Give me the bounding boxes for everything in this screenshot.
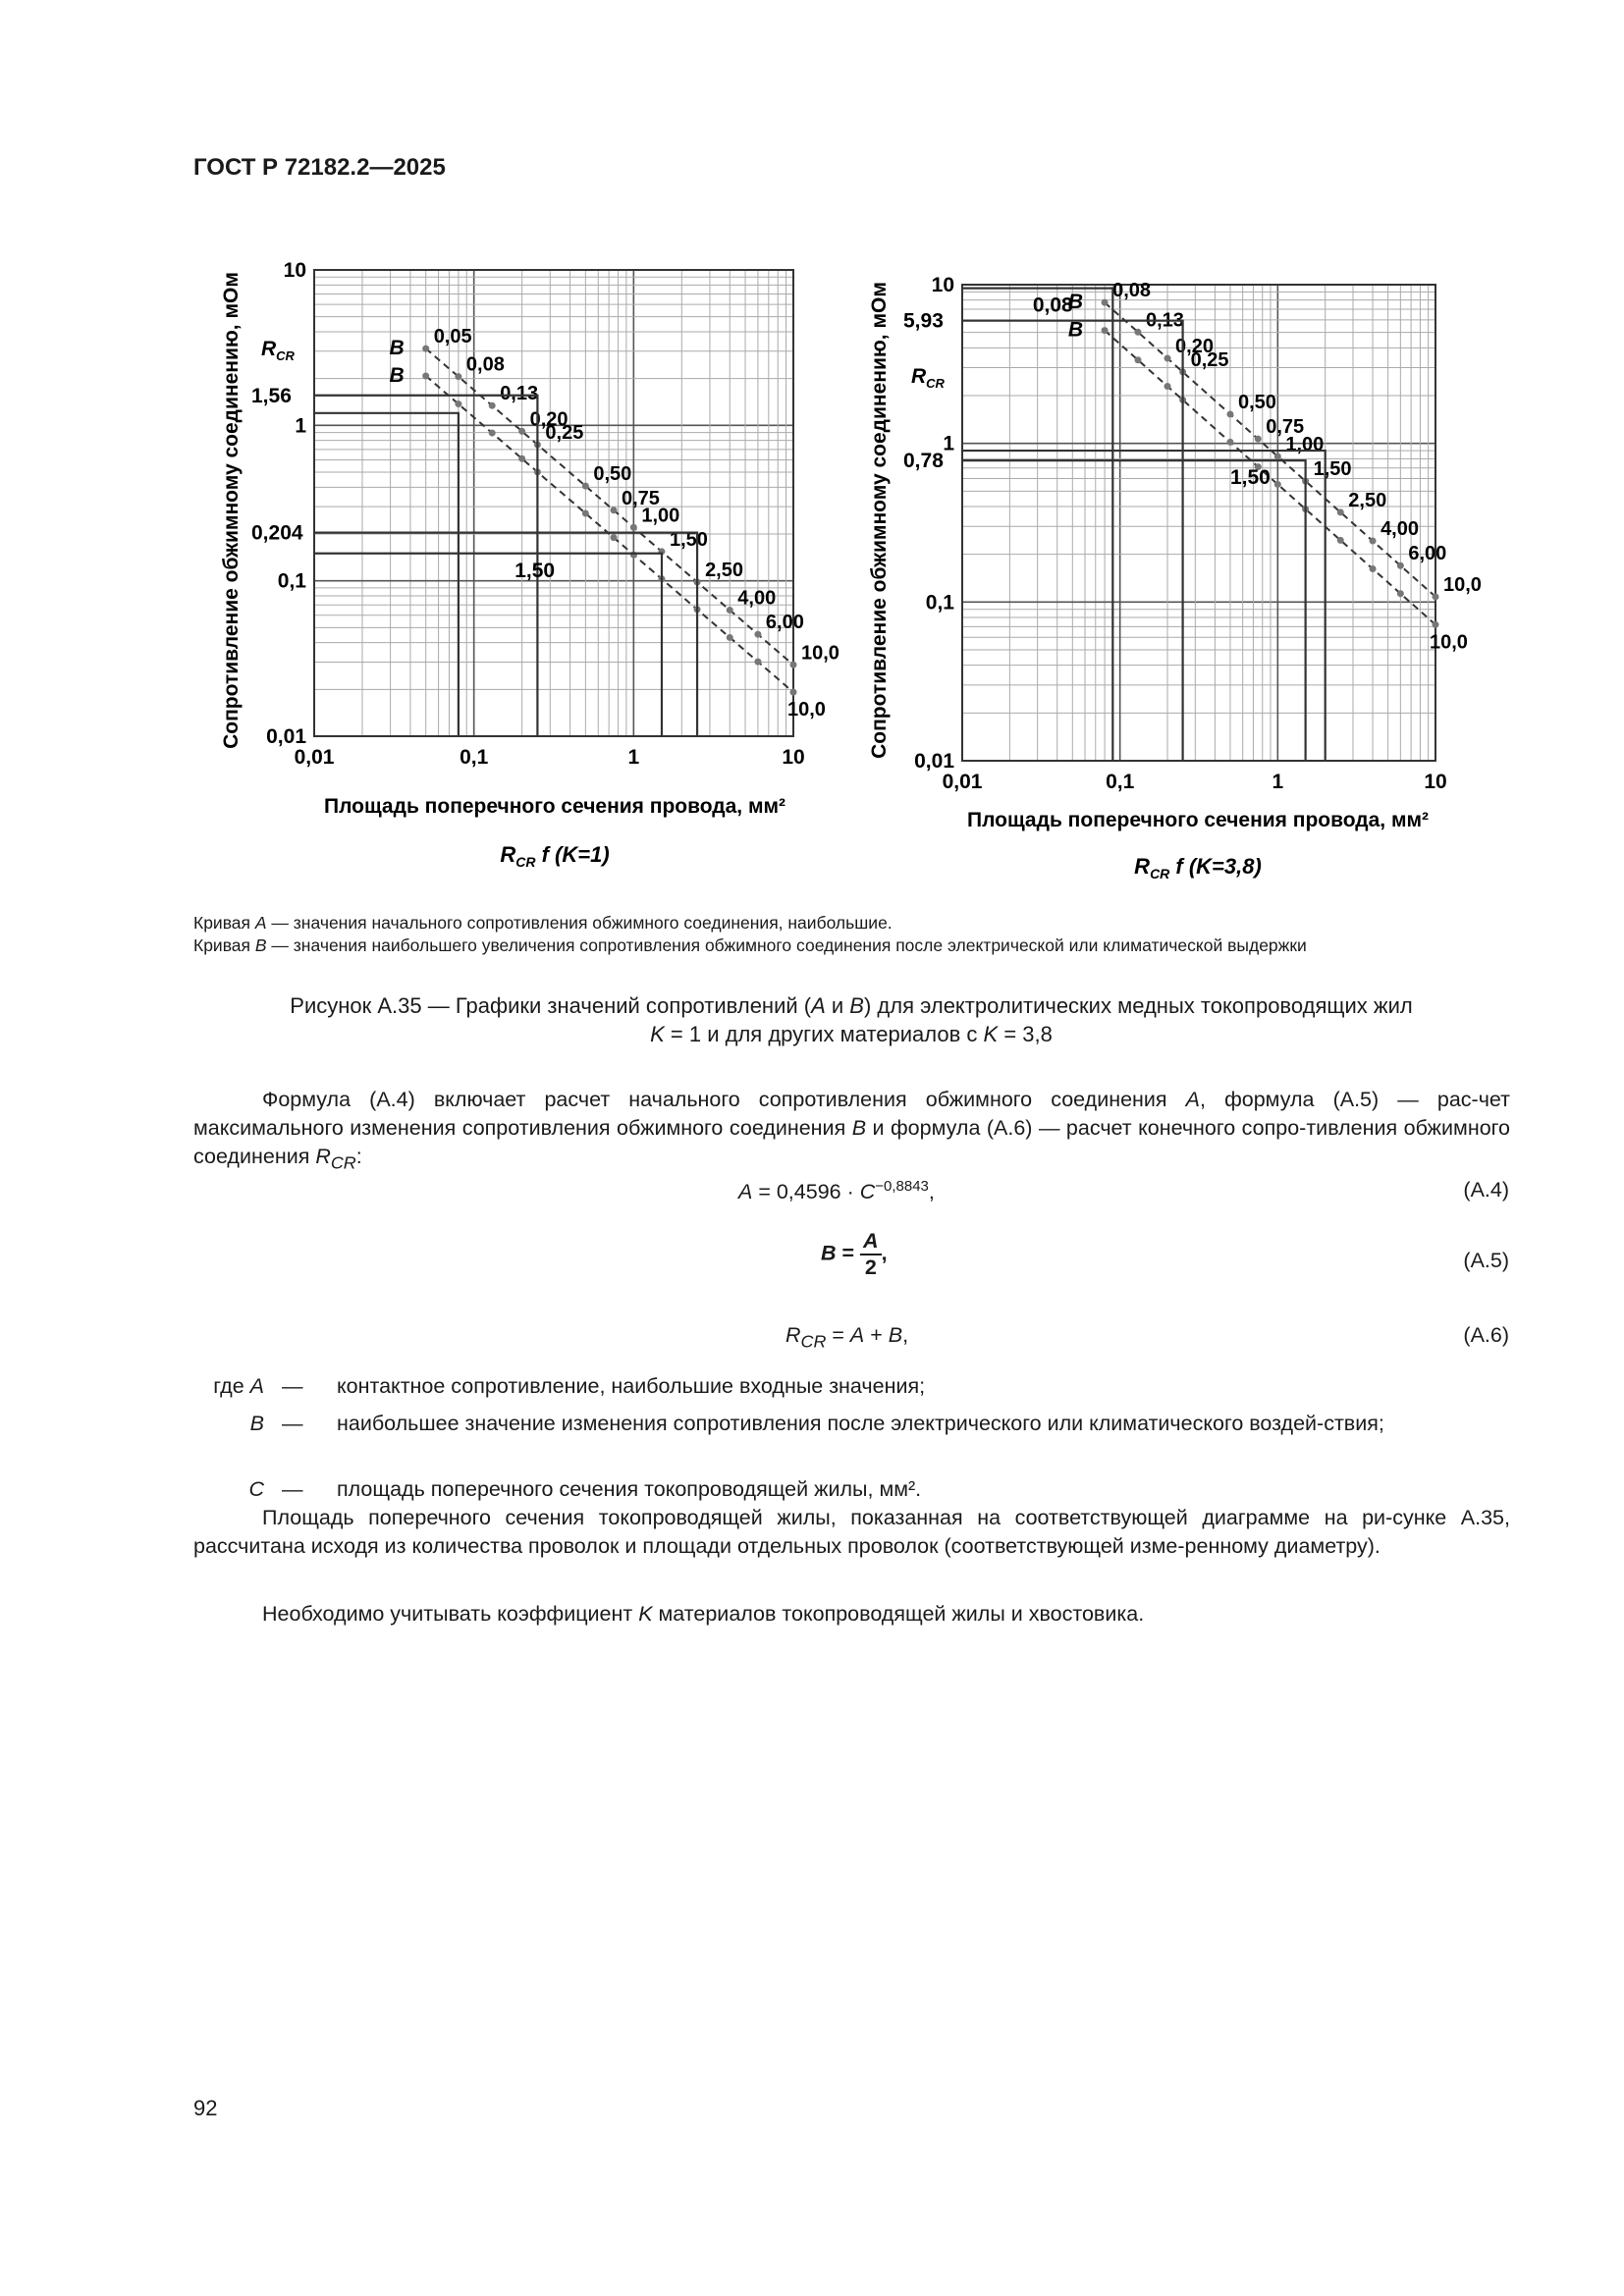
data-point-a <box>422 372 429 379</box>
data-point-b <box>1433 593 1439 600</box>
data-point-a <box>1433 621 1439 628</box>
data-point-b <box>727 607 733 614</box>
data-point-a <box>754 659 761 666</box>
y-tick-label: 0,1 <box>925 591 954 614</box>
data-point-a <box>1164 383 1171 390</box>
data-point-b <box>1226 410 1233 417</box>
point-label: 0,25 <box>1190 348 1229 371</box>
data-point-b <box>1255 436 1262 443</box>
y-tick-label: 0,1 <box>277 569 306 593</box>
data-point-b <box>1397 562 1404 569</box>
paragraph-area: Площадь поперечного сечения токопроводящей жилы, показанная на соответствующей диаграмме на ри-сунке А.35, рассчитана исходя из количества проволок и площади отдельных проволок (соответствующей изме-ренному диаметру). <box>193 1506 1510 1558</box>
legend-curve-b: Кривая B — значения наибольшего увеличения сопротивления обжимного соединения после электрической или климатической выдержки <box>193 935 1307 955</box>
point-label: 1,00 <box>641 505 680 527</box>
point-label: 0,13 <box>1145 309 1184 332</box>
definition-a: где A — контактное сопротивление, наибольшие входные значения; <box>213 1374 926 1398</box>
chart-k1 <box>216 255 839 883</box>
equation-a5-number: (А.5) <box>1463 1249 1509 1272</box>
data-point-a <box>518 455 525 462</box>
y-axis-title: Сопротивление обжимному соединению, мОм <box>868 282 891 759</box>
y-tick-label: 0,01 <box>266 725 306 748</box>
data-point-b <box>455 373 461 380</box>
chart-caption-sub: CR <box>1150 866 1170 881</box>
x-axis-title: Площадь поперечного сечения провода, мм² <box>323 795 786 818</box>
data-point-a <box>1134 356 1141 363</box>
y-axis-title: Сопротивление обжимному соединению, мОм <box>220 272 243 749</box>
data-point-a <box>1370 565 1377 572</box>
chart-caption: $R_{CR}$ f (K=3,8) <box>1134 854 1262 881</box>
inner-label: 0,08 <box>1032 294 1073 317</box>
y-tick-label: 1 <box>943 432 954 455</box>
data-point-a <box>1397 590 1404 597</box>
point-label: 0,05 <box>433 326 472 348</box>
chart-k38 <box>864 226 1492 883</box>
inner-label: 1,50 <box>514 559 556 582</box>
data-point-b <box>1370 538 1377 545</box>
data-point-a <box>582 509 589 516</box>
data-point-a <box>1337 537 1344 544</box>
point-label: 4,00 <box>737 587 777 610</box>
data-point-b <box>1337 508 1344 515</box>
reference-line <box>962 460 1306 761</box>
ref-label: 5,93 <box>903 309 944 333</box>
definition-c: C — площадь поперечного сечения токопроводящей жилы, мм². <box>248 1477 922 1501</box>
y-tick-label: 0,01 <box>914 750 954 773</box>
legend-curve-a: Кривая A — значения начального сопротивления обжимного соединения, наибольшие. <box>193 913 893 933</box>
y-symbol: $R_{CR}$ <box>911 365 945 391</box>
equation-a6-number: (А.6) <box>1463 1323 1509 1347</box>
point-label: 0,75 <box>622 487 660 509</box>
point-label: 0,50 <box>593 463 632 486</box>
y-tick-label: 1 <box>295 414 306 438</box>
point-label: 0,08 <box>465 353 505 376</box>
equation-a4-number: (А.4) <box>1463 1178 1509 1201</box>
data-point-a <box>1274 481 1281 488</box>
reference-line <box>314 413 459 736</box>
curve-label-a: B <box>389 363 405 387</box>
data-point-a <box>1226 439 1233 446</box>
point-label: 0,25 <box>545 421 584 444</box>
data-point-b <box>582 483 589 490</box>
data-point-a <box>611 534 618 541</box>
data-point-b <box>754 631 761 638</box>
paragraph-formulas: Формула (А.4) включает расчет начального сопротивления обжимного соединения A, формула (А.5) — рас-чет максимального изменения сопротивления обжимного соединения B и формула (А.6) — расчет конечного сопро-тивления обжимного соединения $R_{CR}$: <box>193 1088 1510 1173</box>
data-point-b <box>1164 355 1171 362</box>
definition-b: B — наибольшее значение изменения сопротивления после электрического или климатического воздей-ствия; <box>249 1412 1384 1435</box>
page-number: 92 <box>193 2096 218 2120</box>
data-point-b <box>518 428 525 435</box>
x-tick-label: 0,01 <box>942 771 983 793</box>
data-point-a <box>1102 327 1109 334</box>
point-label: 10,0 <box>1443 573 1482 596</box>
chart-caption-rest: f (K=1) <box>535 842 610 867</box>
y-symbol-sub: CR <box>926 376 945 391</box>
point-label: 0,20 <box>529 408 568 431</box>
reference-line <box>314 533 697 736</box>
point-label: 0,50 <box>1237 391 1276 413</box>
point-label: 0,75 <box>1266 416 1305 439</box>
data-point-b <box>630 524 637 531</box>
point-label: 6,00 <box>1408 543 1447 565</box>
document-header: ГОСТ Р 72182.2—2025 <box>193 154 446 181</box>
data-point-b <box>422 346 429 352</box>
x-tick-label: 0,1 <box>1106 771 1135 793</box>
x-tick-label: 0,1 <box>460 746 489 769</box>
data-point-a <box>455 400 461 407</box>
x-tick-label: 10 <box>1424 771 1447 793</box>
y-tick-label: 10 <box>931 274 954 296</box>
point-label: 0,20 <box>1175 336 1214 358</box>
point-label: 10,0 <box>1430 631 1468 654</box>
chart-caption-rest: f (K=3,8) <box>1169 854 1262 879</box>
x-tick-label: 1 <box>1272 771 1284 793</box>
ref-label: 1,56 <box>251 384 292 407</box>
data-point-a <box>489 430 496 437</box>
curve-label-a: B <box>1067 318 1084 342</box>
paragraph-coefficient: Необходимо учитывать коэффициент K материалов токопроводящей жилы и хвостовика. <box>262 1602 1145 1626</box>
ref-label: 0,78 <box>903 450 944 473</box>
data-point-b <box>611 507 618 513</box>
point-label: 0,08 <box>1112 280 1152 302</box>
x-axis-title: Площадь поперечного сечения провода, мм² <box>966 809 1430 831</box>
point-label: 2,50 <box>1348 489 1387 511</box>
y-tick-label: 10 <box>283 259 306 282</box>
point-label: 1,50 <box>669 528 708 551</box>
chart-caption: $R_{CR}$ f (K=1) <box>500 842 610 870</box>
ref-label: 0,204 <box>251 521 303 545</box>
x-tick-label: 10 <box>782 746 805 769</box>
data-point-a <box>727 634 733 641</box>
y-symbol-sub: CR <box>276 348 295 363</box>
point-label: 2,50 <box>705 559 744 581</box>
point-label: 1,50 <box>1313 458 1352 481</box>
point-label: 6,00 <box>765 612 804 634</box>
equation-a5: B = $\frac{A}{2}$ , <box>821 1229 888 1279</box>
y-symbol: $R_{CR}$ <box>261 338 295 363</box>
point-label: 4,00 <box>1380 518 1420 541</box>
x-tick-label: 1 <box>627 746 640 769</box>
chart-k1-svg <box>216 255 839 883</box>
figure-title: Рисунок А.35 — Графики значений сопротивлений (A и B) для электролитических медных токопроводящих жил K = 1 и для других материалов с K = 3,8 <box>290 993 1413 1046</box>
chart-k38-svg <box>864 226 1492 883</box>
point-label: 10,0 <box>801 642 839 665</box>
x-tick-label: 0,01 <box>294 746 335 769</box>
point-label: 1,00 <box>1285 433 1325 455</box>
data-point-b <box>1102 299 1109 306</box>
curve-label-b: B <box>1067 291 1084 314</box>
data-point-b <box>1134 329 1141 336</box>
equation-a4: $A = 0,4596 \cdot C^{-0,8843}$, <box>738 1178 935 1204</box>
equation-a6: $R_{CR} = A + B$, <box>785 1323 909 1352</box>
data-point-b <box>1274 453 1281 459</box>
chart-caption-sub: CR <box>515 854 536 870</box>
plot-frame <box>314 270 793 736</box>
data-point-b <box>790 662 797 668</box>
data-point-a <box>790 689 797 696</box>
point-label: 10,0 <box>787 699 826 721</box>
curve-label-b: B <box>389 337 405 360</box>
data-point-b <box>489 402 496 409</box>
point-label: 0,13 <box>500 383 539 405</box>
inner-label: 1,50 <box>1229 466 1271 490</box>
